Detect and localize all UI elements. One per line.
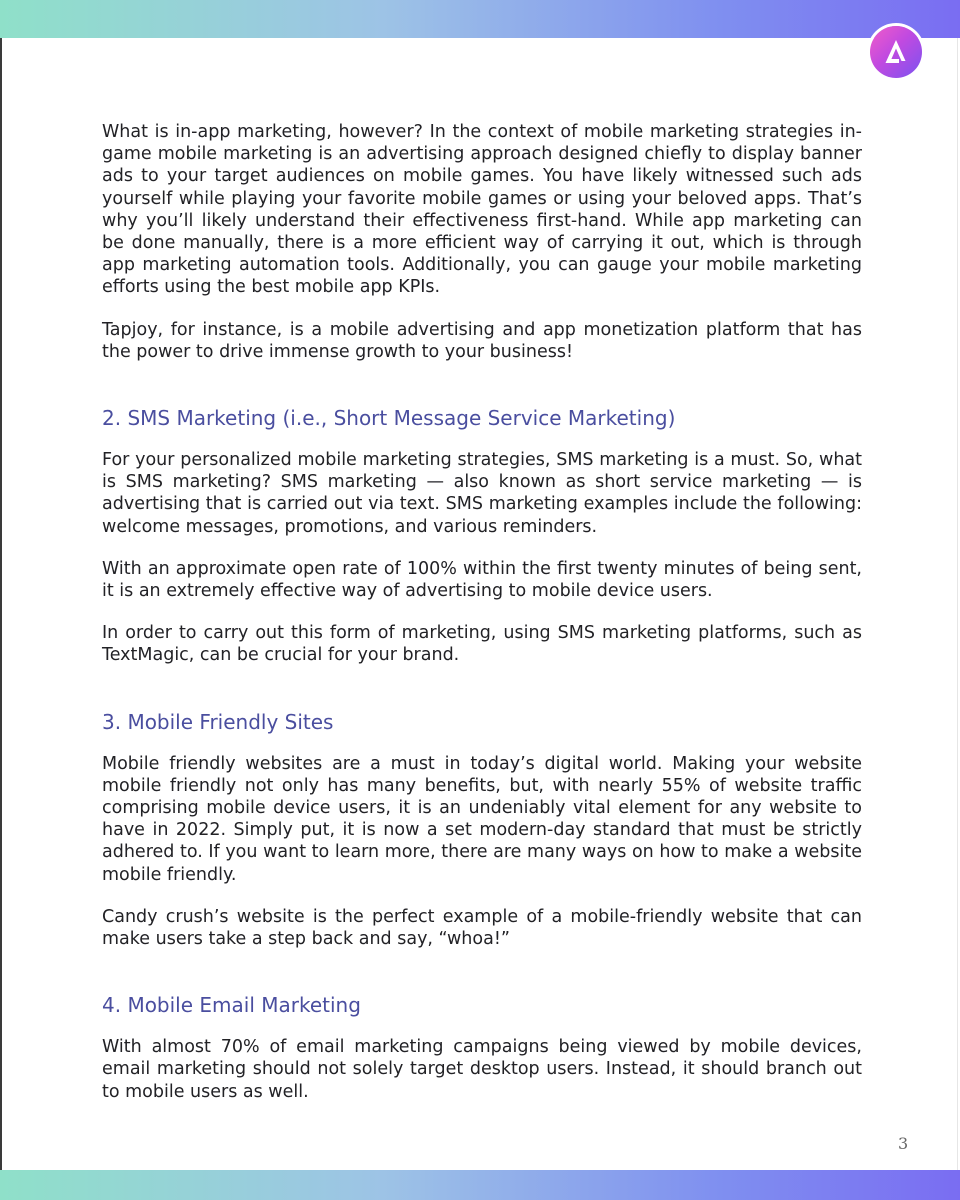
- header-gradient-band: [0, 0, 960, 38]
- section-heading-mobile-friendly-sites: 3. Mobile Friendly Sites: [102, 709, 334, 734]
- mobile-sites-paragraph-1: Mobile friendly websites are a must in today’s digital world. Making your website mobile friendly not only has many benefits, but, with nearly 55% of website traffic comprising mobile device users, it is an undeniably vital element for any website to have in 2022. Simply put, it is now a set modern-day standard that must be strictly adhered to. If you want to learn more, there are many ways on how to make a website mobile friendly.: [102, 753, 862, 885]
- sms-paragraph-2: With an approximate open rate of 100% within the first twenty minutes of being sent, it is an extremely effective way of advertising to mobile device users.: [102, 558, 862, 602]
- footer-gradient-band: [0, 1170, 960, 1200]
- document-body: [102, 121, 862, 1123]
- mobile-sites-paragraph-2: Candy crush’s website is the perfect example of a mobile-friendly website that can make users take a step back and say, “whoa!”: [102, 906, 862, 950]
- section-heading-sms-marketing: 2. SMS Marketing (i.e., Short Message Service Marketing): [102, 406, 676, 431]
- stylized-a-logo-icon: [870, 26, 922, 78]
- page-number: 3: [898, 1134, 909, 1153]
- intro-paragraph-2: Tapjoy, for instance, is a mobile advertising and app monetization platform that has the power to drive immense growth to your business!: [102, 319, 862, 362]
- intro-paragraph-1: What is in-app marketing, however? In the context of mobile marketing strategies in-game mobile marketing is an advertising approach designed chiefly to display banner ads to your target audiences on mobile games. You have likely witnessed such ads yourself while playing your favorite mobile games or using your beloved apps. That’s why you’ll likely understand their effectiveness first-hand. While app marketing can be done manually, there is a more efficient way of carrying it out, which is through app marketing automation tools. Additionally, you can gauge your mobile marketing efforts using the best mobile app KPIs.: [102, 122, 862, 298]
- sms-paragraph-3: In order to carry out this form of marketing, using SMS marketing platforms, such as TextMagic, can be crucial for your brand.: [102, 623, 862, 666]
- sms-paragraph-1: For your personalized mobile marketing strategies, SMS marketing is a must. So, what is SMS marketing? SMS marketing — also known as short service marketing — is advertising that is carried out via text. SMS marketing examples include the following: welcome messages, promotions, and various reminders.: [102, 450, 862, 537]
- section-heading-mobile-email-marketing: 4. Mobile Email Marketing: [102, 993, 361, 1018]
- email-paragraph-1: With almost 70% of email marketing campaigns being viewed by mobile devices, email marketing should not solely target desktop users. Instead, it should branch out to mobile users as well.: [102, 1037, 862, 1102]
